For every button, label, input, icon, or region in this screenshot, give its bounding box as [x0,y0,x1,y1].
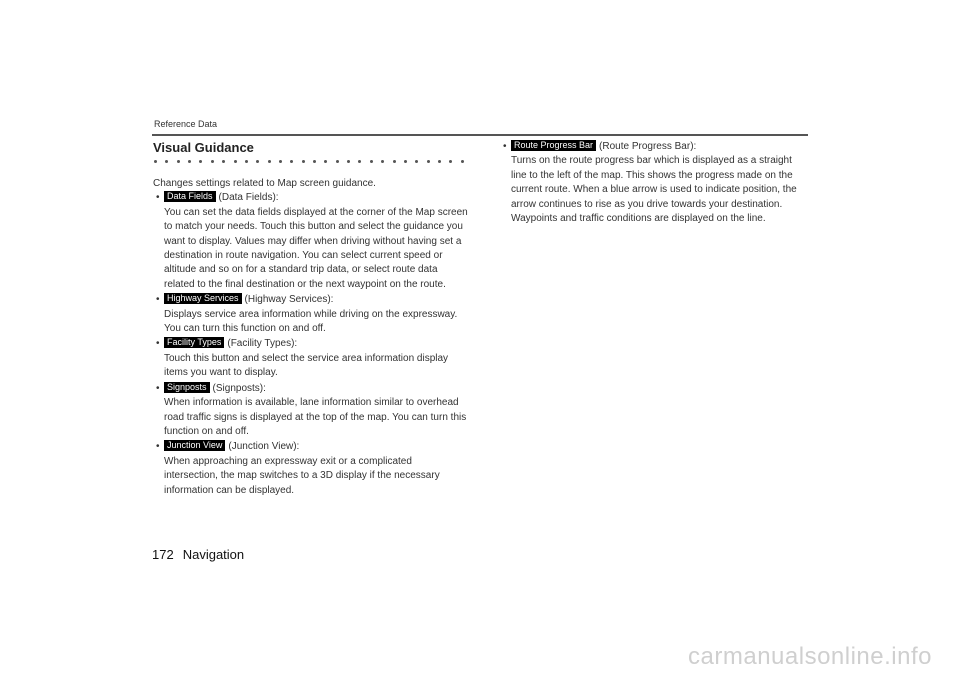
bullet: • [156,382,160,394]
item-paren: (Route Progress Bar): [599,141,697,152]
bullet: • [156,294,160,306]
item-description: When information is available, lane information similar to overhead road traffic signs is displayed at the top of the map. You can turn this function on and off. [164,397,467,437]
list-item-route-progress-bar [500,140,810,226]
left-column [153,177,468,498]
chapter-name: Navigation [182,547,245,562]
list-item-facility-types [153,337,468,380]
item-description: Turns on the route progress bar which is displayed as a straight line to the left of the map. This shows the progress made on the current route. When a blue arrow is used to indicate position, the arrow continues to rise as you drive towards your destination. Waypoints and traffic conditions are displayed on the line. [511,155,797,225]
signposts-button[interactable]: Signposts [164,382,210,393]
item-paren: (Signposts): [212,382,266,394]
list-item-data-fields [153,191,468,292]
bullet: • [156,441,160,453]
bullet: • [156,338,160,350]
page-footer [152,547,244,562]
data-fields-button[interactable]: Data Fields [164,191,216,202]
watermark: carmanualsonline.info [688,643,932,670]
item-paren: (Highway Services): [244,294,334,306]
route-progress-bar-button[interactable]: Route Progress Bar [511,140,596,151]
right-column [500,140,810,226]
item-description: When approaching an expressway exit or a complicated intersection, the map switches to a 3D display if the necessary information can be displayed. [164,455,440,496]
list-item-junction-view [153,440,468,498]
junction-view-button[interactable]: Junction View [164,440,225,451]
highway-services-button[interactable]: Highway Services [164,293,242,304]
bullet: • [503,141,507,152]
page-title: Visual Guidance [153,140,254,155]
section-label: Reference Data [154,119,218,129]
page-number: 172 [152,547,174,562]
title-dot-divider [154,160,464,166]
item-description: Displays service area information while driving on the expressway. You can turn this function on and off. [164,308,458,335]
facility-types-button[interactable]: Facility Types [164,337,224,348]
header-rule [152,134,808,136]
item-description: You can set the data fields displayed at the corner of the Map screen to match your needs. Touch this button and select the guidance you want to display. Values may differ when driving without having set a destination in route navigation. You can select current speed or altitude and so on for a standard trip data, or select route data related to the final destination or the next waypoint on the route. [164,206,468,290]
list-item-highway-services [153,293,468,336]
list-item-signposts [153,382,468,440]
item-paren: (Junction View): [228,441,300,453]
bullet: • [156,192,160,204]
item-description: Touch this button and select the service area information display items you want to display. [164,352,449,379]
item-paren: (Facility Types): [227,338,298,350]
item-paren: (Data Fields): [218,192,279,204]
intro-text: Changes settings related to Map screen guidance. [153,178,376,189]
